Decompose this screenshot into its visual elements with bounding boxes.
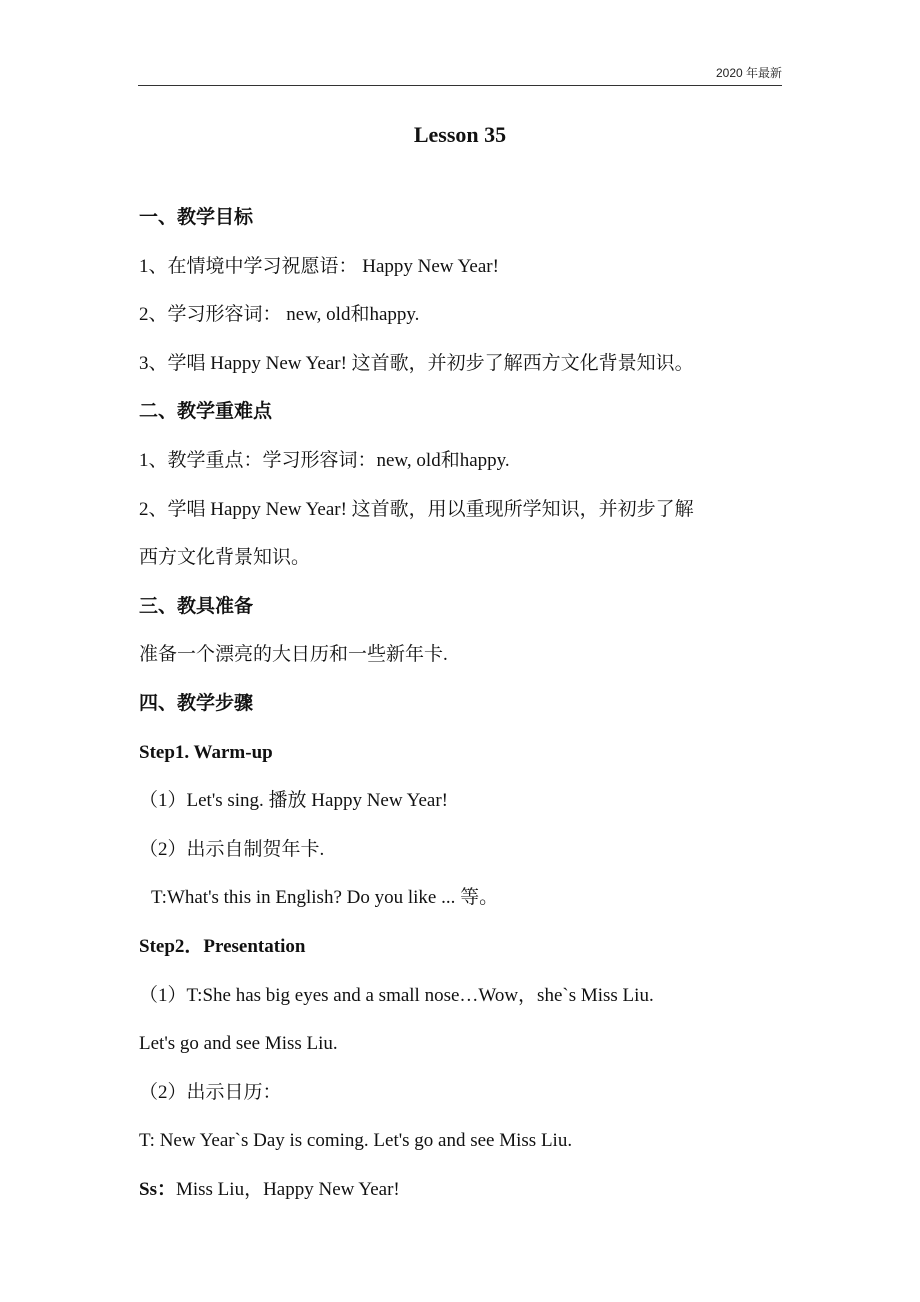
- step1-item-2: （2）出示自制贺年卡.: [139, 838, 325, 860]
- step2-item-1: （1）T:She has big eyes and a small nose…Wow，she`s Miss Liu.: [139, 984, 654, 1006]
- page-header-label: 2020 年最新: [715, 66, 782, 80]
- step1-heading: Step1. Warm-up: [139, 741, 273, 763]
- document-title: Lesson 35: [413, 122, 507, 147]
- students-label: Ss：: [139, 1178, 176, 1200]
- materials-text: 准备一个漂亮的大日历和一些新年卡.: [139, 644, 448, 666]
- step2-teacher-line: T: New Year`s Day is coming. Let's go and see Miss Liu.: [139, 1130, 573, 1152]
- objective-item-3: 3、学唱 Happy New Year! 这首歌，并初步了解西方文化背景知识。: [139, 352, 694, 374]
- key-point-item-2-continued: 西方文化背景知识。: [139, 547, 311, 569]
- students-text: Miss Liu，Happy New Year!: [175, 1178, 400, 1200]
- section-heading-objectives: 一、教学目标: [139, 207, 254, 228]
- section-heading-materials: 三、教具准备: [139, 595, 254, 617]
- section-heading-key-points: 二、教学重难点: [139, 401, 273, 423]
- step2-students-line: [139, 1166, 784, 1215]
- objective-item-1: 1、在情境中学习祝愿语： Happy New Year!: [139, 255, 499, 277]
- key-point-item-2: 2、学唱 Happy New Year! 这首歌，用以重现所学知识，并初步了解: [139, 498, 694, 520]
- header-divider: [138, 85, 782, 86]
- step2-heading: Step2．Presentation: [139, 935, 306, 957]
- step2-item-2: （2）出示日历：: [139, 1081, 282, 1103]
- objective-item-2: 2、学习形容词： new, old和happy.: [139, 304, 420, 326]
- step1-item-1: （1）Let's sing. 播放 Happy New Year!: [139, 790, 448, 812]
- key-point-item-1: 1、教学重点：学习形容词：new, old和happy.: [139, 449, 510, 471]
- section-heading-steps: 四、教学步骤: [139, 692, 254, 714]
- document-body: [139, 194, 784, 1214]
- step2-item-1-continued: Let's go and see Miss Liu.: [139, 1033, 338, 1055]
- step1-teacher-line: T:What's this in English? Do you like ... 等。: [151, 887, 499, 909]
